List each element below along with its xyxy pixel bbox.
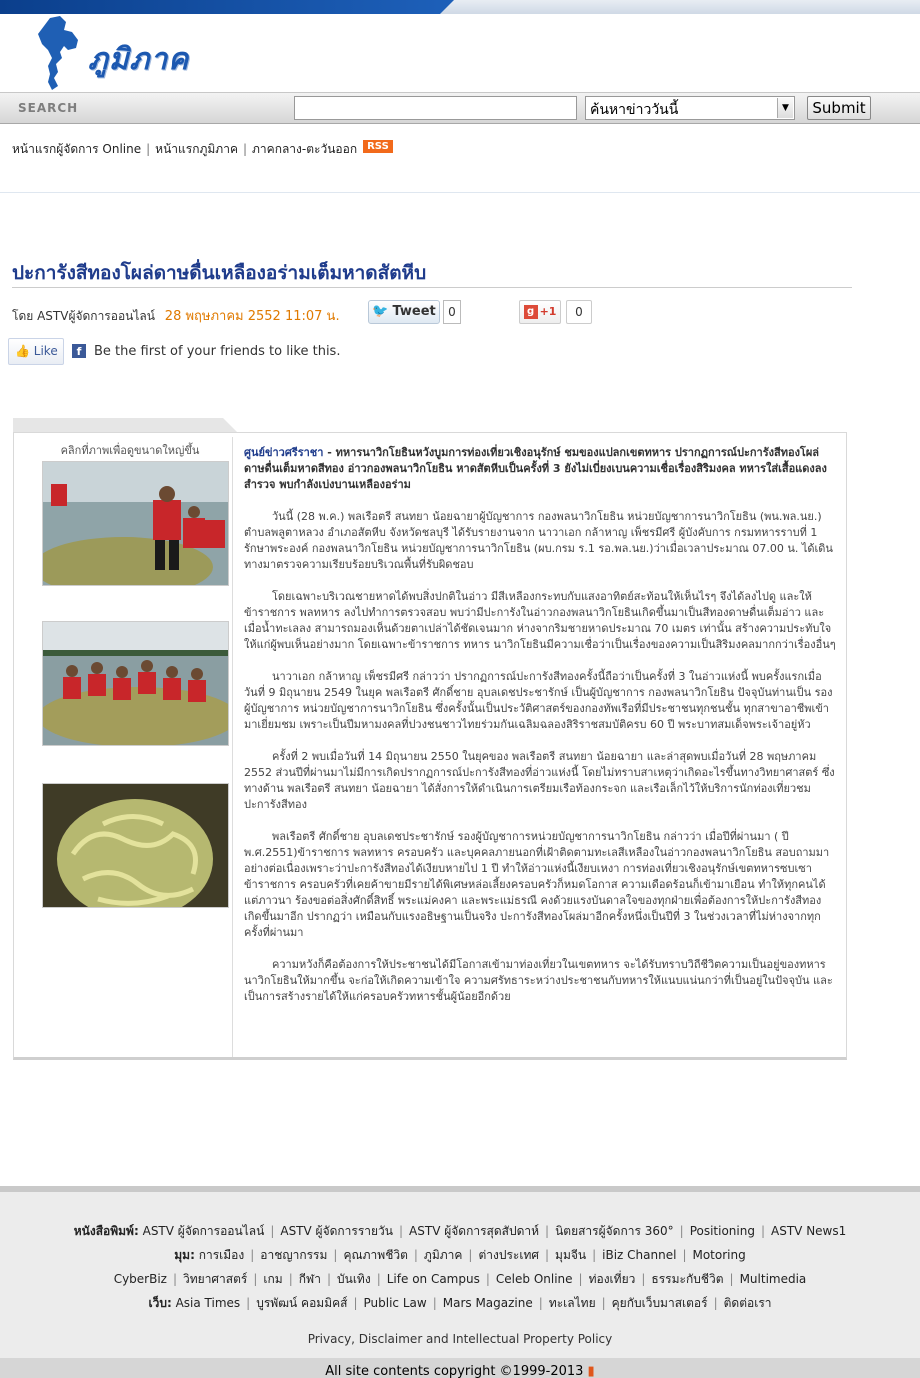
photo-golden-coral[interactable] [42, 783, 229, 908]
policy-link[interactable]: Privacy, Disclaimer and Intellectual Property Policy [307, 1332, 613, 1346]
nav-link-manager-online[interactable]: หน้าแรกผู้จัดการ Online [12, 142, 142, 156]
footer-link[interactable]: Mars Magazine [442, 1296, 533, 1310]
footer-link[interactable]: CyberBiz [113, 1272, 167, 1286]
copyright-label: All site contents copyright ©1999-2013 [325, 1364, 584, 1378]
footer [0, 1186, 920, 1378]
footer-link[interactable]: วิทยาศาสตร์ [183, 1272, 248, 1286]
footer-link[interactable]: Public Law [363, 1296, 427, 1310]
article-lead [244, 445, 838, 493]
footer-link[interactable]: คุณภาพชีวิต [343, 1248, 408, 1262]
footer-link[interactable]: เกม [263, 1272, 283, 1286]
fb-like-label: Like [33, 344, 58, 358]
footer-separator: | [578, 1272, 583, 1286]
twitter-bird-icon: 🐦 [372, 304, 389, 319]
footer-separator: | [713, 1296, 718, 1310]
footer-link[interactable]: อาชญากรรม [260, 1248, 328, 1262]
footer-separator: | [592, 1248, 597, 1262]
footer-separator: | [601, 1296, 606, 1310]
footer-link[interactable]: ติดต่อเรา [723, 1296, 772, 1310]
tweet-count: 0 [443, 300, 461, 324]
article-paragraph: นาวาเอก กล้าหาญ เพ็ชรมีศรี กล่าวว่า ปรากฏการณ์ปะการังสีทองครั้งนี้ถือว่าเป็นครั้งที่ 3 ในอ่าวแห่งนี้ พบครั้งแรกเมื่อ วันที่ 9 มิถุนายน 2549 ในยุค พลเรือตรี ศักดิ์ชาย อุบลเดชประชารักษ์ เป็นผู้บัญชาการ กองพลนาวิกโยธิน ปัจจุบันท่านเป็น รองผู้บัญชาการ หน่วยบัญชาการนาวิกโยธิน ซึ่งครั้งนั้นเป็นประวัติศาสตร์ของกองทัพเรือที่มีประชาชนทุกชนชั้น ทุกสาขาอาชีพเข้ามาเยี่ยมชม เพราะเป็นปีมหามงคลที่ปวงชนชาวไทยร่วมกันเฉลิมฉลองสิริราชสมบัติครบ 60 ปี พระบาทสมเด็จพระเจ้าอยู่หัว [244, 670, 833, 731]
copyright-bar [0, 1358, 920, 1378]
footer-link[interactable]: Life on Campus [386, 1272, 480, 1286]
footer-link[interactable]: ทะเลไทย [548, 1296, 596, 1310]
footer-link[interactable]: คุยกับเว็บมาสเตอร์ [611, 1296, 708, 1310]
lead-text: - ทหารนาวิกโยธินหวังบูมการท่องเที่ยวเชิงอนุรักษ์ ชมของแปลกเขตทหาร ปรากฏการณ์ปะการังสีทองโผล่ดาษดื่นเต็มหาดสีทอง อ่าวกองพลนาวิกโยธิน หาดสัตหีบเป็นครั้งที่ 3 ยังไม่เบี่ยงเบนความเชื่อเรื่องสิริมงคล ทหารใส่เสื้อแดงลงสำรวจ พบกำลังเบ่งบานเหลืองอร่าม [244, 446, 827, 491]
tweet-button[interactable] [368, 300, 440, 324]
footer-link[interactable]: ASTV ผู้จัดการสุดสัปดาห์ [409, 1224, 540, 1238]
photo-sailors-on-coral[interactable] [42, 461, 229, 586]
footer-link[interactable]: ต่างประเทศ [478, 1248, 539, 1262]
footer-separator: | [326, 1272, 331, 1286]
footer-link[interactable]: ท่องเที่ยว [588, 1272, 636, 1286]
lead-source: ศูนย์ข่าวศรีราชา [244, 446, 324, 459]
facebook-icon: f [72, 344, 86, 358]
footer-link[interactable]: กีฬา [298, 1272, 321, 1286]
footer-link[interactable]: Celeb Online [495, 1272, 573, 1286]
content-tab [13, 418, 223, 432]
footer-separator: | [270, 1224, 275, 1238]
footer-separator: | [376, 1272, 381, 1286]
article-paragraph: พลเรือตรี ศักดิ์ชาย อุบลเดชประชารักษ์ รองผู้บัญชาการหน่วยบัญชาการนาวิกโยธิน กล่าวว่า เมื่อปีที่ผ่านมา ( ปี พ.ศ.2551)ข้าราชการ พลทหาร ครอบครัว และบุคคลภายนอกที่เฝ้าติดตามทะเลสีเหลืองในอ่าวกองพลนาวิกโยธิน สอบถามมาอย่างต่อเนื่องเพราะว่าปะการังสีทองได้เงียบหายไป 1 ปี ทำให้อ่าวแห่งนี้เงียบเหงา การท่องเที่ยวเชิงอนุรักษ์เขตทหารซบเซา ข้าราชการ ครอบครัวที่เคยค้าขายมีรายได้พิเศษหล่อเลี้ยงครอบครัวก็หมดโอกาส ความเดือดร้อนก็เข้ามาเยือน ทำให้ทุกคนได้แต่ภาวนา ร้องขอต่อสิ่งศักดิ์สิทธิ์ พระแม่คงคา และพระแม่ธรณี คงด้วยแรงบันดาลใจของทุกฝ่ายเพื่อต้องการให้ปะการังสีทองเกิดขึ้นมาอีก ปรากฏว่า เหมือนกับแรงอธิษฐานเป็นจริง ปะการังสีทองโผล่มาอีกครั้งหนึ่งเป็นปีที่ 3 ในช่วงเวลาที่ไม่ห่างจากทุกครั้งที่ผ่านมา [244, 830, 830, 939]
footer-link[interactable]: Multimedia [739, 1272, 807, 1286]
footer-label: เว็บ: [148, 1296, 172, 1310]
column-divider [232, 437, 233, 1057]
footer-link[interactable]: บูรพัฒน์ คอมมิคส์ [256, 1296, 348, 1310]
footer-link[interactable]: การเมือง [198, 1248, 245, 1262]
footer-label: มุม: [174, 1248, 195, 1262]
google-plus-button[interactable] [519, 300, 561, 324]
nav-separator: | [146, 142, 151, 156]
footer-row-newspapers [0, 1222, 920, 1241]
footer-separator: | [538, 1296, 543, 1310]
footer-link[interactable]: มุมจีน [555, 1248, 587, 1262]
divider [12, 287, 852, 288]
footer-separator: | [545, 1248, 550, 1262]
footer-link[interactable]: ASTV ผู้จัดการรายวัน [280, 1224, 393, 1238]
footer-link[interactable]: ภูมิภาค [423, 1248, 463, 1262]
footer-separator: | [253, 1272, 258, 1286]
divider [0, 192, 920, 193]
photo-sailors-group[interactable] [42, 621, 229, 746]
footer-link[interactable]: iBiz Channel [602, 1248, 677, 1262]
footer-separator: | [413, 1248, 418, 1262]
google-plus-icon: g [524, 305, 538, 319]
article-title: ปะการังสีทองโผล่ดาษดื่นเหลืองอร่ามเต็มหาดสัตหีบ [12, 262, 427, 284]
footer-link[interactable]: บันเทิง [337, 1272, 371, 1286]
footer-row-topics [0, 1270, 920, 1289]
footer-separator: | [432, 1296, 437, 1310]
nav-link-region-home[interactable]: หน้าแรกภูมิภาค [155, 142, 238, 156]
footer-link[interactable]: Positioning [689, 1224, 755, 1238]
search-input[interactable] [294, 96, 577, 120]
footer-separator: | [353, 1296, 358, 1310]
rss-badge[interactable]: RSS [363, 140, 393, 153]
site-logo-text[interactable]: ภูมิภาค [88, 42, 190, 77]
footer-separator: | [172, 1272, 178, 1286]
footer-separator: | [250, 1248, 255, 1262]
byline-author: โดย ASTVผู้จัดการออนไลน์ [12, 309, 155, 323]
footer-link[interactable]: นิตยสารผู้จัดการ 360° [555, 1224, 674, 1238]
footer-link[interactable]: Motoring [692, 1248, 746, 1262]
search-scope-value: ค้นหาข่าววันนี้ [590, 102, 679, 118]
footer-link[interactable]: ธรรมะกับชีวิต [651, 1272, 724, 1286]
photo-caption: คลิกที่ภาพเพื่อดูขนาดใหญ่ขึ้น [60, 444, 200, 457]
nav-link-central-east[interactable]: ภาคกลาง-ตะวันออก [252, 142, 358, 156]
chevron-down-icon[interactable]: ▼ [777, 98, 793, 118]
footer-separator: | [333, 1248, 338, 1262]
byline [12, 305, 340, 326]
facebook-like-text: Be the first of your friends to like this. [94, 344, 341, 359]
facebook-like-button[interactable] [8, 338, 64, 365]
footer-separator: | [288, 1272, 293, 1286]
breadcrumb [12, 140, 393, 159]
logo-area [0, 14, 920, 92]
thailand-map-icon [36, 16, 80, 90]
footer-link[interactable]: ASTV News1 [771, 1224, 847, 1238]
footer-label: หนังสือพิมพ์: [73, 1224, 139, 1238]
search-scope-select[interactable] [585, 96, 795, 120]
footer-separator: | [679, 1224, 684, 1238]
copyright-text [0, 1364, 920, 1378]
footer-link[interactable]: ASTV ผู้จัดการออนไลน์ [142, 1224, 265, 1238]
footer-separator: | [485, 1272, 490, 1286]
article-paragraph: โดยเฉพาะบริเวณชายหาดได้พบสิ่งปกติในอ่าว มีสีเหลืองกระทบกับแสงอาทิตย์สะท้อนให้เห็นไรๆ จึงได้ลงไปดู และให้ข้าราชการ พลทหาร ลงไปทำการตรวจสอบ พบว่ามีปะการังในอ่าวกองพลนาวิกโยธินเกิดขึ้นมาเป็นสีทองดาษดื่นเต็มอ่าว และเมื่อน้ำทะเลลง สามารถมองเห็นด้วยตาเปล่าได้ชัดเจนมาก ห่างจากริมชายหาดประมาณ 70 เมตร เท่านั้น สร้างความประทับใจให้แก่ผู้พบเห็นอย่างมาก โดยเฉพาะข้าราชการ ทหาร นาวิกโยธินมีความเชื่อว่าเป็นเรื่องของความเป็นสิริมงคลมากกว่าเรื่องอื่นๆ [244, 590, 836, 651]
tweet-label: Tweet [392, 304, 436, 319]
footer-separator: | [399, 1224, 404, 1238]
footer-link[interactable]: Asia Times [175, 1296, 241, 1310]
nav-separator: | [242, 142, 248, 156]
footer-separator: | [760, 1224, 766, 1238]
article-paragraph: วันนี้ (28 พ.ค.) พลเรือตรี สนทยา น้อยฉายาผู้บัญชาการ กองพลนาวิกโยธิน หน่วยบัญชาการนาวิกโยธิน (พน.พล.นย.) ตำบลพลูตาหลวง อำเภอสัตหีบ จังหวัดชลบุรี ได้รับรายงานจาก นาวาเอก กล้าหาญ เพ็ชรมีศรี ผู้บังคับการ กรมทหารราบที่ 1 รักษาพระองค์ กองพลนาวิกโยธิน หน่วยบัญชาการนาวิกโยธิน (ผบ.กรม ร.1 รอ.พล.นย.)ว่าเมื่อเวลาประมาณ 07.00 น. ได้เดินทางมาตรวจความเรียบร้อยบริเวณพื้นที่รับผิดชอบ [244, 510, 833, 571]
top-stripe-blue [0, 0, 440, 14]
footer-separator: | [641, 1272, 646, 1286]
search-label: SEARCH [18, 101, 79, 115]
search-bar [0, 92, 920, 124]
gplus-label: +1 [539, 305, 557, 318]
article-paragraph: ความหวังก็คือต้องการให้ประชาชนได้มีโอกาสเข้ามาท่องเที่ยวในเขตทหาร จะได้รับทราบวิถีชีวิตความเป็นอยู่ของทหารนาวิกโยธินให้มากขึ้น จะก่อให้เกิดความเข้าใจ ความศรัทธาระหว่างประชาชนกับทหารให้แนบแน่นกว่าที่เป็นอยู่ในปัจจุบัน และเป็นการสร้างรายได้ให้แก่ครอบครัวทหารชั้นผู้น้อยอีกด้วย [244, 958, 833, 1003]
article-text [244, 445, 838, 1021]
photo-column [28, 433, 232, 1033]
thumbs-up-icon: 👍 [15, 344, 30, 358]
top-stripe [0, 0, 920, 14]
footer-separator: | [246, 1296, 251, 1310]
footer-separator: | [729, 1272, 734, 1286]
stats-icon: ▮ [587, 1364, 595, 1378]
footer-row-sections [0, 1246, 920, 1265]
footer-separator: | [545, 1224, 550, 1238]
footer-separator: | [682, 1248, 687, 1262]
submit-button[interactable]: Submit [807, 96, 871, 120]
footer-separator: | [468, 1248, 473, 1262]
footer-row-websites [0, 1294, 920, 1313]
gplus-count: 0 [566, 300, 592, 324]
article-body [13, 432, 847, 1060]
article-paragraph: ครั้งที่ 2 พบเมื่อวันที่ 14 มิถุนายน 2550 ในยุคของ พลเรือตรี สนทยา น้อยฉายา และล่าสุดพบเมื่อวันที่ 28 พฤษภาคม 2552 ส่วนปีที่ผ่านมาไม่มีการเกิดปรากฏการณ์ปะการังสีทองที่อ่าวแห่งนี้ โดยไม่ทราบสาเหตุว่าเกิดอะไรขึ้นทางวิทยาศาสตร์ ซึ่งทางด้าน พลเรือตรี สนทยา น้อยฉายา ได้สั่งการให้ดำเนินการเตรียมเรือท้องกระจก และเรือเล็กไว้ให้บริการนักท่องเที่ยวชมปะการังสีทอง [244, 750, 835, 811]
article-date: 28 พฤษภาคม 2552 11:07 น. [164, 309, 340, 324]
